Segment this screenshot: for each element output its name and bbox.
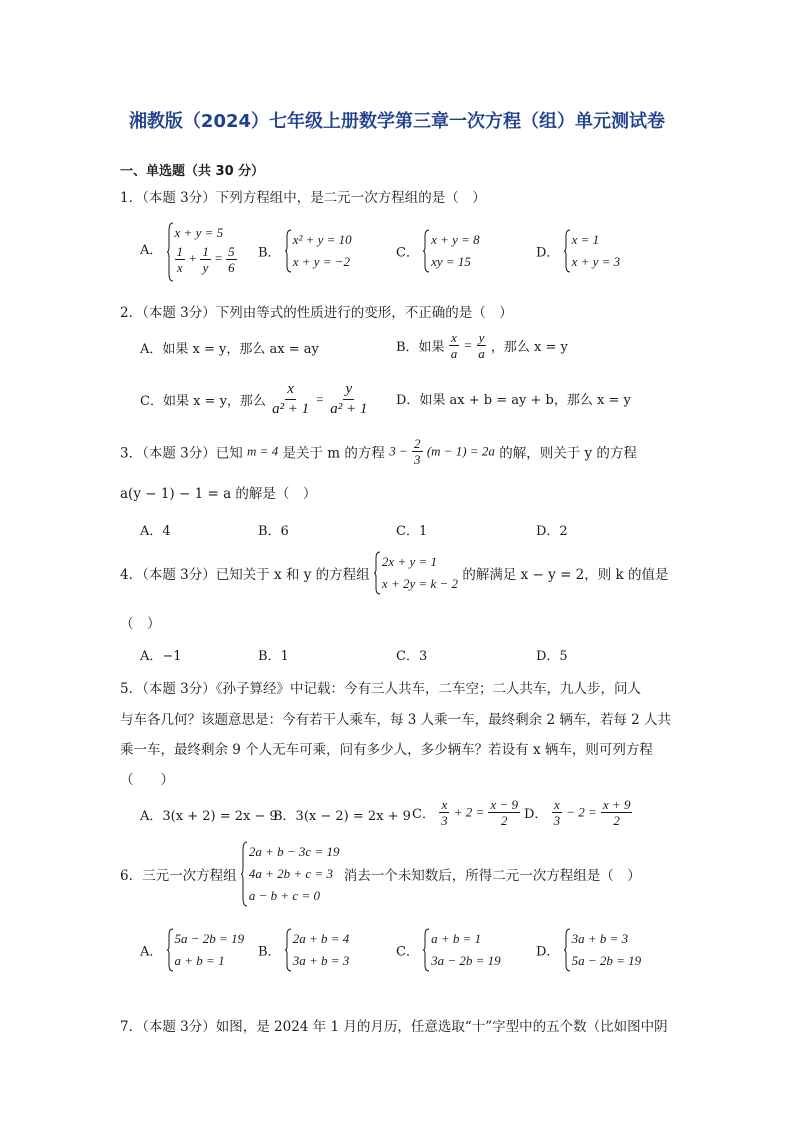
question-5-paren: （ ） bbox=[120, 772, 174, 788]
q1-c-system: x + y = 8 xy = 15 bbox=[423, 229, 480, 273]
q6-option-c: C． a + b = 1 3a − 2b = 19 bbox=[396, 928, 501, 972]
q1-option-a bbox=[140, 222, 237, 275]
fraction: $\frac{2}{3}$ bbox=[414, 436, 421, 467]
q4-system: 2x + y = 1 x + 2y = k − 2 bbox=[374, 551, 458, 595]
fraction: $\frac{y}{\text{a² + 1}}$ bbox=[330, 381, 368, 417]
q1-b-system: x² + y = 10 x + y = −2 bbox=[285, 229, 352, 273]
question-3-stem: 3．（本题 3分）已知 m = 4 是关于 m 的方程 3 − $\frac{2}{3}$ (m − 1) = 2a 的解，则关于 y 的方程 bbox=[120, 436, 637, 467]
q5-option-d: D． $\frac{x}{3}$ − 2 = $\frac{x + 9}{2}$ bbox=[524, 797, 631, 828]
question-5-line1: 5．（本题 3分）《孙子算经》中记载：今有三人共车，二车空；二人共车，九人步，问人 bbox=[120, 681, 641, 697]
question-3-line2: a(y − 1) − 1 = a 的解是（ ） bbox=[120, 486, 317, 502]
question-6-stem: 6．三元一次方程组 2a + b − 3c = 19 4a + 2b + c = 3 a − b + c = 0 消去一个未知数后，所得二元一次方程组是（ ） bbox=[120, 841, 641, 907]
q2-option-a: A．如果 x = y，那么 ax = ay bbox=[140, 342, 319, 357]
brace-icon bbox=[564, 928, 571, 972]
q3-option-d: D．2 bbox=[536, 524, 568, 539]
q1-a-system bbox=[167, 222, 237, 275]
section-heading: 一、单选题（共 30 分） bbox=[120, 164, 265, 179]
fraction: $\frac{y}{a}$ bbox=[478, 330, 485, 361]
q2-option-d: D．如果 ax + b = ay + b，那么 x = y bbox=[396, 393, 631, 408]
page-title: 湘教版（2024）七年级上册数学第三章一次方程（组）单元测试卷 bbox=[128, 111, 666, 132]
q3-option-b: B．6 bbox=[258, 524, 289, 539]
fraction: $\frac{x}{\text{a² + 1}}$ bbox=[272, 381, 310, 417]
q6-option-d: D． 3a + b = 3 5a − 2b = 19 bbox=[536, 928, 641, 972]
question-2-stem: 2．（本题 3分）下列由等式的性质进行的变形，不正确的是（ ） bbox=[120, 305, 513, 321]
q1-d-system: x = 1 x + y = 3 bbox=[564, 229, 621, 273]
q4-option-b: B．1 bbox=[258, 649, 289, 664]
q3-option-c: C．1 bbox=[396, 524, 428, 539]
fraction: $\frac{x}{3}$ bbox=[441, 797, 448, 828]
q4-option-c: C．3 bbox=[396, 649, 428, 664]
fraction: $\frac{5}{6}$ bbox=[228, 244, 235, 275]
brace-icon bbox=[423, 928, 430, 972]
q6-option-b: B． 2a + b = 4 3a + b = 3 bbox=[258, 928, 349, 972]
brace-icon bbox=[167, 928, 174, 972]
q5-option-c: C． $\frac{x}{3}$ + 2 = $\frac{x - 9}{2}$ bbox=[412, 797, 518, 828]
q2-option-c: C．如果 x = y，那么 $\frac{x}{\text{a² + 1}}$ = $\frac{y}{\text{a² + 1}}$ bbox=[140, 381, 368, 417]
q4-option-a: A．−1 bbox=[140, 649, 182, 664]
fraction: $\frac{x + 9}{2}$ bbox=[602, 797, 631, 828]
question-4-paren: （ ） bbox=[120, 616, 161, 632]
q1-option-d: D． x = 1 x + y = 3 bbox=[536, 229, 620, 273]
question-4-stem: 4．（本题 3分）已知关于 x 和 y 的方程组 2x + y = 1 x + 2y = k − 2 的解满足 x − y = 2，则 k 的值是 bbox=[120, 551, 669, 595]
brace-icon bbox=[374, 551, 381, 595]
brace-icon bbox=[241, 841, 248, 907]
q1-option-b: B． x² + y = 10 x + y = −2 bbox=[258, 229, 352, 273]
q1-option-c: C． x + y = 8 xy = 15 bbox=[396, 229, 480, 273]
brace-icon bbox=[564, 229, 571, 273]
fraction: $\frac{x}{a}$ bbox=[450, 330, 458, 361]
question-1-stem: 1．（本题 3分）下列方程组中，是二元一次方程组的是（ ） bbox=[120, 190, 486, 206]
brace-icon bbox=[423, 229, 430, 273]
q5-option-a: A．3(x + 2) = 2x − 9 bbox=[140, 809, 278, 824]
brace-icon bbox=[167, 222, 174, 282]
q1-a-row1: x + y = 5 bbox=[174, 225, 224, 240]
q6-system: 2a + b − 3c = 19 4a + 2b + c = 3 a − b + c = 0 bbox=[241, 841, 340, 907]
q4-option-d: D．5 bbox=[536, 649, 568, 664]
q1-a-label: A． bbox=[140, 243, 163, 258]
question-5-line3: 乘一车，最终剩余 9 个人无车可乘，问有多少人，多少辆车？若设有 x 辆车，则可列方程 bbox=[120, 742, 653, 758]
q1-a-row2: $\frac{1}{x}$ + $\frac{1}{y}$ = $\frac{5}{6}$ bbox=[176, 244, 235, 275]
question-5-line2: 与车各几何？该题意思是：今有若干人乘车，每 3 人乘一车，最终剩余 2 辆车，若每 2 人共 bbox=[120, 712, 672, 728]
question-7-stem: 7．（本题 3分）如图，是 2024 年 1 月的月历，任意选取“十”字型中的五个数（比如图中阴 bbox=[120, 1019, 668, 1035]
brace-icon bbox=[285, 928, 292, 972]
fraction: $\frac{x - 9}{2}$ bbox=[490, 797, 518, 828]
fraction: $\frac{1}{x}$ bbox=[176, 244, 184, 275]
q3-option-a: A．4 bbox=[140, 524, 171, 539]
q2-option-b: B．如果 $\frac{x}{a}$ = $\frac{y}{a}$ ，那么 x = y bbox=[396, 330, 568, 361]
brace-icon bbox=[285, 229, 292, 273]
fraction: $\frac{1}{y}$ bbox=[202, 244, 209, 275]
q5-option-b: B．3(x − 2) = 2x + 9 bbox=[273, 809, 411, 824]
q6-option-a: A． 5a − 2b = 19 a + b = 1 bbox=[140, 928, 244, 972]
fraction: $\frac{x}{3}$ bbox=[553, 797, 561, 828]
